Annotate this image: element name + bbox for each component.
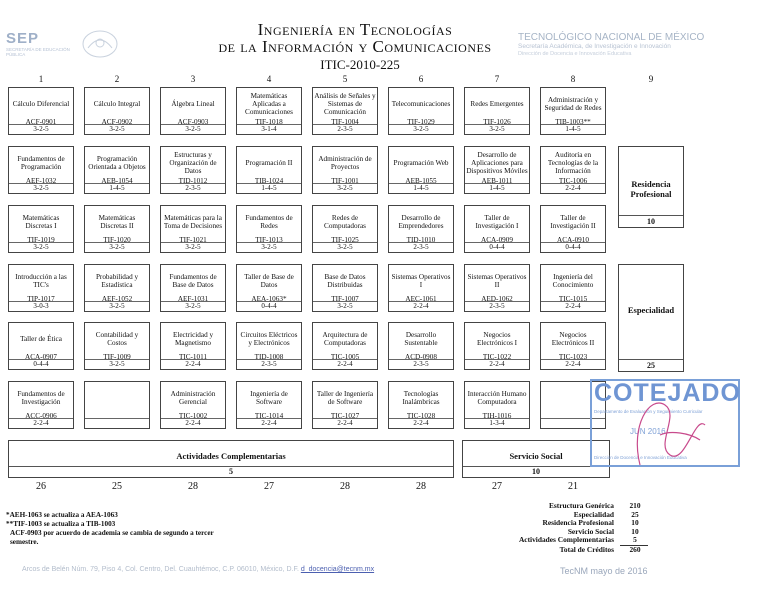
course-name: Programación Orientada a Objetos <box>88 154 146 171</box>
tecnm-subtitle-1: Secretaría Académica, de Investigación e Innovación <box>518 43 671 50</box>
course-credits: 3-2-5 <box>161 301 225 311</box>
course-card <box>236 381 302 429</box>
stamp-date: JUN 2016 <box>630 427 666 436</box>
course-code: TIC-1023 <box>558 353 588 361</box>
course-credits: 2-2-4 <box>161 359 225 369</box>
course-code: TIB-1003** <box>555 118 591 126</box>
course-name: Tecnologías Inalámbricas <box>402 389 440 406</box>
course-name: Auditoría en Tecnologías de la Información <box>547 150 599 175</box>
course-credits <box>85 418 149 428</box>
course-credits: 3-2-5 <box>85 242 149 252</box>
course-code: AEF-1052 <box>101 295 133 303</box>
signature-icon <box>610 385 720 475</box>
course-code: TIC-1022 <box>482 353 512 361</box>
notes <box>6 511 306 547</box>
semester-total: 25 <box>112 481 122 492</box>
course-card <box>464 381 530 429</box>
course-credits: 3-2-5 <box>9 183 73 193</box>
course-name: Desarrollo Sustentable <box>404 330 438 347</box>
course-name: Matemáticas Discretas II <box>98 213 136 230</box>
course-name: Administración y Seguridad de Redes <box>544 95 602 112</box>
summary-value: 25 <box>631 509 639 519</box>
semester-number: 8 <box>570 74 576 84</box>
course-credits: 3-0-3 <box>9 301 73 311</box>
course-card <box>236 264 302 312</box>
especialidad-credits: 25 <box>619 359 683 371</box>
note-2: **TIF-1003 se actualiza a TIB-1003 <box>6 520 116 528</box>
empty-course-card <box>84 381 150 429</box>
stamp-line-1: Departamento de Evaluación y Seguimiento Curricular <box>594 409 703 414</box>
course-card <box>84 205 150 253</box>
semester-total: 27 <box>264 481 274 492</box>
course-credits: 3-1-4 <box>237 124 301 134</box>
especialidad-label: Especialidad <box>627 305 675 315</box>
course-credits: 2-2-4 <box>313 359 377 369</box>
course-card <box>464 205 530 253</box>
course-name: Estructuras y Organización de Datos <box>169 150 217 175</box>
stamp-word: COTEJADO <box>594 379 741 407</box>
course-credits: 3-2-5 <box>313 301 377 311</box>
title-line-2: de la Información y Comunicaciones <box>218 37 492 56</box>
course-credits: 3-2-5 <box>313 242 377 252</box>
course-credits: 1-3-4 <box>465 418 529 428</box>
especialidad-box <box>618 264 684 372</box>
course-name: Negocios Electrónicos II <box>551 330 595 347</box>
stamp-line-2: Dirección de Docencia e Innovación Educativa <box>594 455 687 460</box>
course-credits: 2-2-4 <box>541 301 605 311</box>
course-code: TIF-1007 <box>331 295 359 303</box>
semester-number: 3 <box>190 74 196 84</box>
course-credits: 2-2-4 <box>465 359 529 369</box>
course-name: Desarrollo de Aplicaciones para Dispositivos Móviles <box>466 150 528 175</box>
servicio-social-label: Servicio Social <box>509 451 563 461</box>
course-card <box>8 146 74 194</box>
course-credits: 3-2-5 <box>85 359 149 369</box>
course-code: TIF-1019 <box>27 236 55 244</box>
course-card <box>540 322 606 370</box>
course-card <box>160 264 226 312</box>
course-credits: 2-3-5 <box>465 301 529 311</box>
course-credits: 0-4-4 <box>237 301 301 311</box>
course-code: TID-1010 <box>406 236 436 244</box>
course-credits: 2-2-4 <box>389 418 453 428</box>
course-card <box>84 322 150 370</box>
course-name: Probabilidad y Estadística <box>95 272 139 289</box>
semester-total: 28 <box>340 481 350 492</box>
course-card <box>84 264 150 312</box>
summary-value: 5 <box>633 535 637 545</box>
course-card <box>312 381 378 429</box>
course-code: AEB-1055 <box>405 177 437 185</box>
summary-value: 260 <box>629 544 641 554</box>
course-code: AED-1062 <box>481 295 513 303</box>
course-credits: 1-4-5 <box>541 124 605 134</box>
course-credits: 3-2-5 <box>161 124 225 134</box>
course-name: Administración de Proyectos <box>318 154 372 171</box>
course-card <box>388 146 454 194</box>
course-credits: 3-2-5 <box>85 124 149 134</box>
note-1: *AEH-1063 se actualiza a AEA-1063 <box>6 511 118 519</box>
course-code: AEA-1063* <box>251 295 287 303</box>
course-card <box>8 322 74 370</box>
actividades-label: Actividades Complementarias <box>176 451 286 461</box>
course-card <box>84 87 150 135</box>
summary-label: Total de Créditos <box>559 544 614 554</box>
course-card <box>464 322 530 370</box>
semester-number: 6 <box>418 74 424 84</box>
actividades-box <box>8 440 454 478</box>
course-credits: 2-3-5 <box>389 242 453 252</box>
course-card <box>312 322 378 370</box>
summary-value: 10 <box>631 518 639 528</box>
course-credits: 1-4-5 <box>389 183 453 193</box>
course-credits: 2-3-5 <box>389 359 453 369</box>
footer-date-text: TecNM mayo de 2016 <box>560 566 648 576</box>
course-code: TIC-1005 <box>330 353 360 361</box>
course-card <box>464 87 530 135</box>
course-credits: 2-2-4 <box>237 418 301 428</box>
summary-label: Especialidad <box>573 509 614 519</box>
semester-number: 1 <box>38 74 44 84</box>
servicio-social-box <box>462 440 610 478</box>
course-code: TIF-1009 <box>103 353 131 361</box>
course-code: ACA-0907 <box>25 353 57 361</box>
course-code: TIC-1011 <box>178 353 208 361</box>
course-code: TIF-1001 <box>331 177 359 185</box>
course-code: TIH-1016 <box>482 412 512 420</box>
course-name: Matemáticas para la Toma de Decisiones <box>163 213 223 230</box>
footer-address: Arcos de Belén Núm. 79, Piso 4, Col. Centro, Del. Cuauhtémoc, C.P. 06010, México, D.F. <box>22 566 299 573</box>
course-name: Taller de Ingeniería de Software <box>316 389 374 406</box>
summary-label: Servicio Social <box>567 526 614 536</box>
course-card <box>312 146 378 194</box>
course-code: ACC-0906 <box>25 412 57 420</box>
course-code: ACA-0909 <box>481 236 513 244</box>
course-credits: 2-2-4 <box>541 183 605 193</box>
course-card <box>236 87 302 135</box>
course-credits: 0-4-4 <box>541 242 605 252</box>
summary-label: Residencia Profesional <box>542 518 614 528</box>
course-code: TIC-1006 <box>558 177 588 185</box>
course-card <box>8 381 74 429</box>
course-name: Análisis de Señales y Sistemas de Comunicación <box>314 91 376 116</box>
summary-label: Estructura Genérica <box>548 501 614 510</box>
course-name: Taller de Investigación I <box>475 213 519 230</box>
course-code: AEC-1061 <box>405 295 437 303</box>
course-name: Matemáticas Discretas I <box>22 213 60 230</box>
course-card <box>8 264 74 312</box>
course-name: Negocios Electrónicos I <box>476 330 518 347</box>
course-name <box>86 384 148 411</box>
sep-logo-text: SEP <box>6 30 40 47</box>
course-name: Cálculo Integral <box>93 99 141 108</box>
course-name: Programación II <box>245 158 293 167</box>
title-line-1: Ingeniería en Tecnologías <box>257 20 453 39</box>
course-code: TIF-1029 <box>407 118 435 126</box>
course-name: Redes Emergentes <box>470 99 524 108</box>
summary-label: Actividades Complementarias <box>518 535 614 545</box>
course-code: TIF-1025 <box>331 236 359 244</box>
course-credits: 3-2-5 <box>161 242 225 252</box>
course-credits: 3-2-5 <box>389 124 453 134</box>
course-card <box>236 146 302 194</box>
actividades-credits: 5 <box>9 466 453 477</box>
course-credits: 2-2-4 <box>389 301 453 311</box>
course-credits: 2-2-4 <box>541 359 605 369</box>
course-name: Fundamentos de Investigación <box>17 389 65 406</box>
course-credits: 3-2-5 <box>237 242 301 252</box>
course-card <box>236 205 302 253</box>
plan-code: ITIC-2010-225 <box>320 57 400 72</box>
course-name: Taller de Investigación II <box>550 213 596 230</box>
course-card <box>160 205 226 253</box>
course-card <box>540 205 606 253</box>
course-card <box>160 146 226 194</box>
course-name: Programación Web <box>393 158 449 167</box>
course-card <box>236 322 302 370</box>
semester-number: 7 <box>494 74 500 84</box>
course-name: Base de Datos Distribuidas <box>324 272 366 289</box>
course-name: Contabilidad y Costos <box>95 330 139 347</box>
tecnm-name: TECNOLÓGICO NACIONAL DE MÉXICO <box>518 32 705 43</box>
course-card <box>540 264 606 312</box>
course-card <box>464 264 530 312</box>
course-code: TIP-1017 <box>27 295 55 303</box>
course-code: ACF-0902 <box>101 118 133 126</box>
course-credits: 1-4-5 <box>465 183 529 193</box>
course-code: TIF-1018 <box>255 118 283 126</box>
course-credits: 2-3-5 <box>313 124 377 134</box>
course-card <box>464 146 530 194</box>
course-name: Fundamentos de Programación <box>17 154 65 171</box>
residencia-box <box>618 146 684 228</box>
semester-number: 4 <box>266 74 272 84</box>
course-name: Redes de Computadoras <box>324 213 366 230</box>
course-card <box>388 322 454 370</box>
cotejado-stamp <box>590 379 744 479</box>
course-name: Telecomunicaciones <box>391 99 451 108</box>
sep-logo <box>6 30 76 62</box>
course-name: Fundamentos de Redes <box>245 213 293 230</box>
course-name: Matemáticas Aplicadas a Comunicaciones <box>245 91 293 116</box>
semester-total: 26 <box>36 481 46 492</box>
crest-icon <box>78 26 122 62</box>
course-credits: 2-2-4 <box>161 418 225 428</box>
summary-row <box>480 546 660 555</box>
course-name: Cálculo Diferencial <box>12 99 70 108</box>
course-credits: 0-4-4 <box>465 242 529 252</box>
tecnm-header <box>518 32 748 58</box>
semester-total: 27 <box>492 481 502 492</box>
course-card <box>160 322 226 370</box>
tecnm-subtitle-2: Dirección de Docencia e Innovación Educativa <box>518 51 632 57</box>
course-name: Interacción Humano Computadora <box>467 389 527 406</box>
course-code: AEF-1032 <box>25 177 57 185</box>
course-credits: 2-2-4 <box>313 418 377 428</box>
course-card <box>160 381 226 429</box>
course-credits: 3-2-5 <box>9 124 73 134</box>
course-credits: 1-4-5 <box>237 183 301 193</box>
course-card <box>8 87 74 135</box>
course-code: TIC-1028 <box>406 412 436 420</box>
course-code: TIF-1026 <box>483 118 511 126</box>
course-code: TIC-1027 <box>330 412 360 420</box>
course-code: AEF-1031 <box>177 295 209 303</box>
course-credits: 3-2-5 <box>313 183 377 193</box>
course-code: TIC-1015 <box>558 295 588 303</box>
course-card <box>540 87 606 135</box>
course-card <box>388 264 454 312</box>
course-name: Arquitectura de Computadoras <box>322 330 368 347</box>
course-name: Ingeniería del Conocimiento <box>552 272 594 289</box>
course-card <box>8 205 74 253</box>
course-credits: 0-4-4 <box>9 359 73 369</box>
course-code: TIB-1024 <box>254 177 284 185</box>
course-name: Álgebra Lineal <box>171 99 215 108</box>
course-code: TIF-1021 <box>179 236 207 244</box>
course-code: ACF-0903 <box>177 118 209 126</box>
course-name: Administración Gerencial <box>170 389 216 406</box>
residencia-label: Residencia Profesional <box>630 179 672 199</box>
course-name: Ingeniería de Software <box>250 389 288 406</box>
course-card <box>160 87 226 135</box>
footer-date <box>560 566 760 576</box>
course-credits: 3-2-5 <box>465 124 529 134</box>
course-card <box>312 205 378 253</box>
course-name: Sistemas Operativos II <box>467 272 527 289</box>
course-card <box>312 264 378 312</box>
course-code: TIF-1004 <box>331 118 359 126</box>
course-credits: 3-2-5 <box>85 301 149 311</box>
course-name: Circuitos Eléctricos y Electrónicos <box>240 330 298 347</box>
footer-email-link[interactable]: d_docencia@tecnm.mx <box>300 566 375 573</box>
course-code: ACA-0910 <box>557 236 589 244</box>
course-code: TIC-1002 <box>178 412 208 420</box>
course-name: Taller de Base de Datos <box>244 272 294 289</box>
summary-row <box>480 536 660 545</box>
course-code: TIF-1013 <box>255 236 283 244</box>
course-name: Taller de Ética <box>20 334 62 343</box>
semester-total: 28 <box>416 481 426 492</box>
course-name: Desarrollo de Emprendedores <box>398 213 444 230</box>
semester-total: 21 <box>568 481 578 492</box>
course-code: TIF-1020 <box>103 236 131 244</box>
course-credits: 1-4-5 <box>85 183 149 193</box>
semester-number: 5 <box>342 74 348 84</box>
course-code: TID-1008 <box>254 353 284 361</box>
footer <box>22 566 522 573</box>
semester-number: 9 <box>648 74 654 84</box>
semester-total: 28 <box>188 481 198 492</box>
semester-number: 2 <box>114 74 120 84</box>
course-card <box>388 205 454 253</box>
course-card <box>388 381 454 429</box>
course-name: Introducción a las TIC's <box>15 272 67 289</box>
course-code: TID-1012 <box>178 177 208 185</box>
course-card <box>312 87 378 135</box>
summary-value: 10 <box>631 526 639 536</box>
course-code: ACF-0901 <box>25 118 57 126</box>
course-code: ACD-0908 <box>405 353 437 361</box>
course-credits: 2-3-5 <box>237 359 301 369</box>
credits-summary <box>480 502 660 555</box>
servicio-social-credits: 10 <box>463 466 609 477</box>
sep-logo-subtext: SECRETARÍA DE EDUCACIÓN PÚBLICA <box>6 47 70 57</box>
course-credits: 2-2-4 <box>9 418 73 428</box>
note-3: ACF-0903 por acuerdo de academia se cambia de segundo a tercer semestre. <box>10 529 214 546</box>
course-card <box>540 146 606 194</box>
course-credits: 3-2-5 <box>9 242 73 252</box>
course-code: TIC-1014 <box>254 412 284 420</box>
course-card <box>388 87 454 135</box>
course-name: Fundamentos de Base de Datos <box>169 272 217 289</box>
course-credits: 2-3-5 <box>161 183 225 193</box>
course-name: Electricidad y Magnetismo <box>172 330 214 347</box>
course-card <box>84 146 150 194</box>
course-name: Sistemas Operativos I <box>391 272 451 289</box>
residencia-credits: 10 <box>619 215 683 227</box>
summary-value: 210 <box>629 501 641 510</box>
course-code: AEB-1054 <box>101 177 133 185</box>
course-code: AEB-1011 <box>481 177 513 185</box>
